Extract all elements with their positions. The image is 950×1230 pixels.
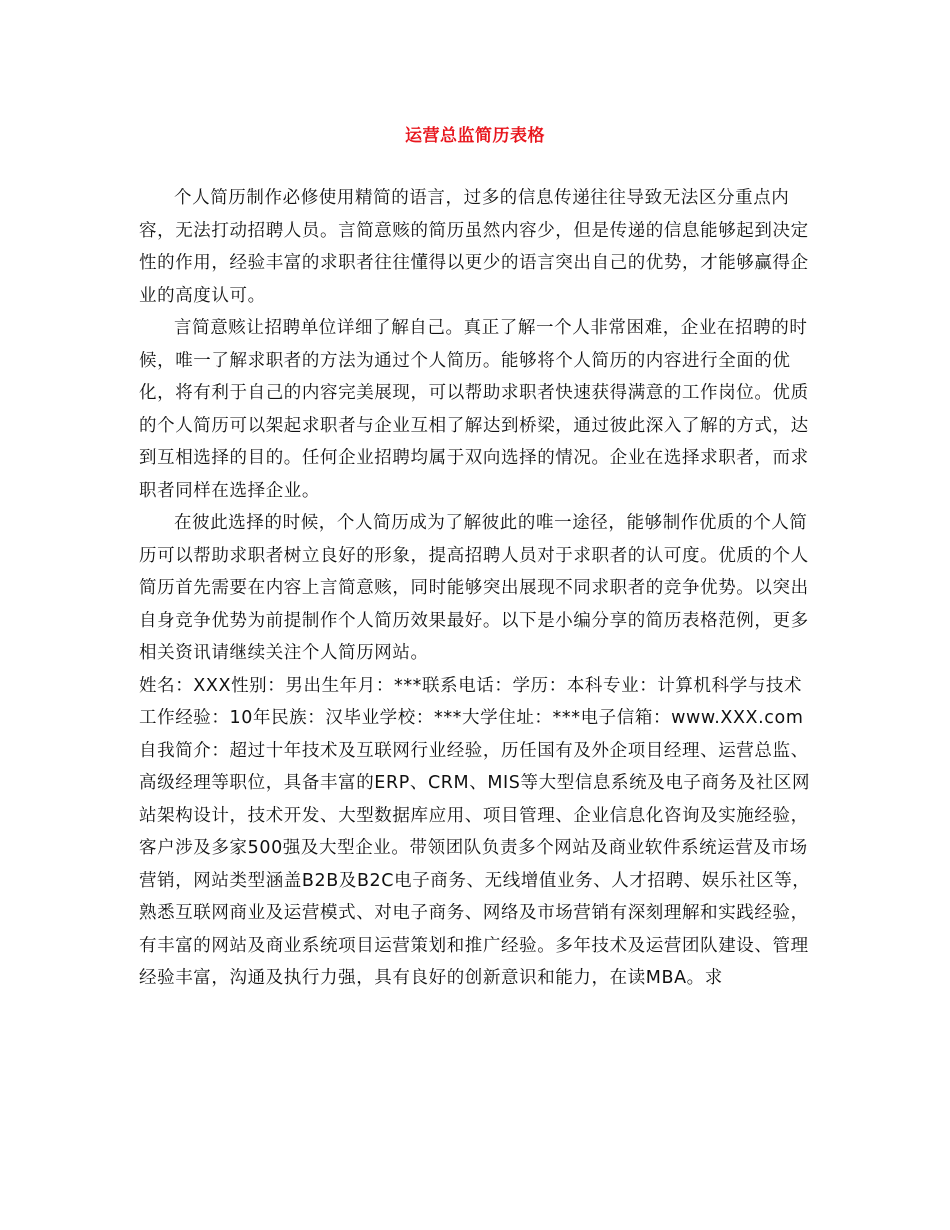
document-title: 运营总监简历表格 bbox=[405, 126, 545, 146]
resume-basic-info: 姓名：XXX性别：男出生年月：***联系电话：学历：本科专业：计算机科学与技术工作经验：10年民族：汉毕业学校：***大学住址：***电子信箱：www.XXX.com bbox=[139, 675, 804, 728]
paragraph-selection: 在彼此选择的时候，个人简历成为了解彼此的唯一途径，能够制作优质的个人简历可以帮助求职者树立良好的形象，提高招聘人员对于求职者的认可度。优质的个人简历首先需要在内容上言简意赅，同时能够突出展现不同求职者的竞争优势。以突出自身竞争优势为前提制作个人简历效果最好。以下是小编分享的简历表格范例，更多相关资讯请继续关注个人简历网站。 bbox=[139, 513, 809, 663]
document-body bbox=[139, 182, 815, 995]
paragraph-intro: 个人简历制作必修使用精简的语言，过多的信息传递往往导致无法区分重点内容，无法打动招聘人员。言简意赅的简历虽然内容少，但是传递的信息能够起到决定性的作用，经验丰富的求职者往往懂得以更少的语言突出自己的优势，才能够赢得企业的高度认可。 bbox=[139, 188, 809, 306]
resume-self-intro: 自我简介：超过十年技术及互联网行业经验，历任国有及外企项目经理、运营总监、高级经理等职位，具备丰富的ERP、CRM、MIS等大型信息系统及电子商务及社区网站架构设计，技术开发、大型数据库应用、项目管理、企业信息化咨询及实施经验，客户涉及多家500强及大型企业。带领团队负责多个网站及商业软件系统运营及市场营销，网站类型涵盖B2B及B2C电子商务、无线增值业务、人才招聘、娱乐社区等，熟悉互联网商业及运营模式、对电子商务、网络及市场营销有深刻理解和实践经验，有丰富的网站及商业系统项目运营策划和推广经验。多年技术及运营团队建设、管理经验丰富，沟通及执行力强，具有良好的创新意识和能力，在读MBA。求 bbox=[139, 740, 811, 988]
paragraph-understanding: 言简意赅让招聘单位详细了解自己。真正了解一个人非常困难，企业在招聘的时候，唯一了解求职者的方法为通过个人简历。能够将个人简历的内容进行全面的优化，将有利于自己的内容完美展现，可以帮助求职者快速获得满意的工作岗位。优质的个人简历可以架起求职者与企业互相了解达到桥梁，通过彼此深入了解的方式，达到互相选择的目的。任何企业招聘均属于双向选择的情况。企业在选择求职者，而求职者同样在选择企业。 bbox=[139, 318, 809, 501]
